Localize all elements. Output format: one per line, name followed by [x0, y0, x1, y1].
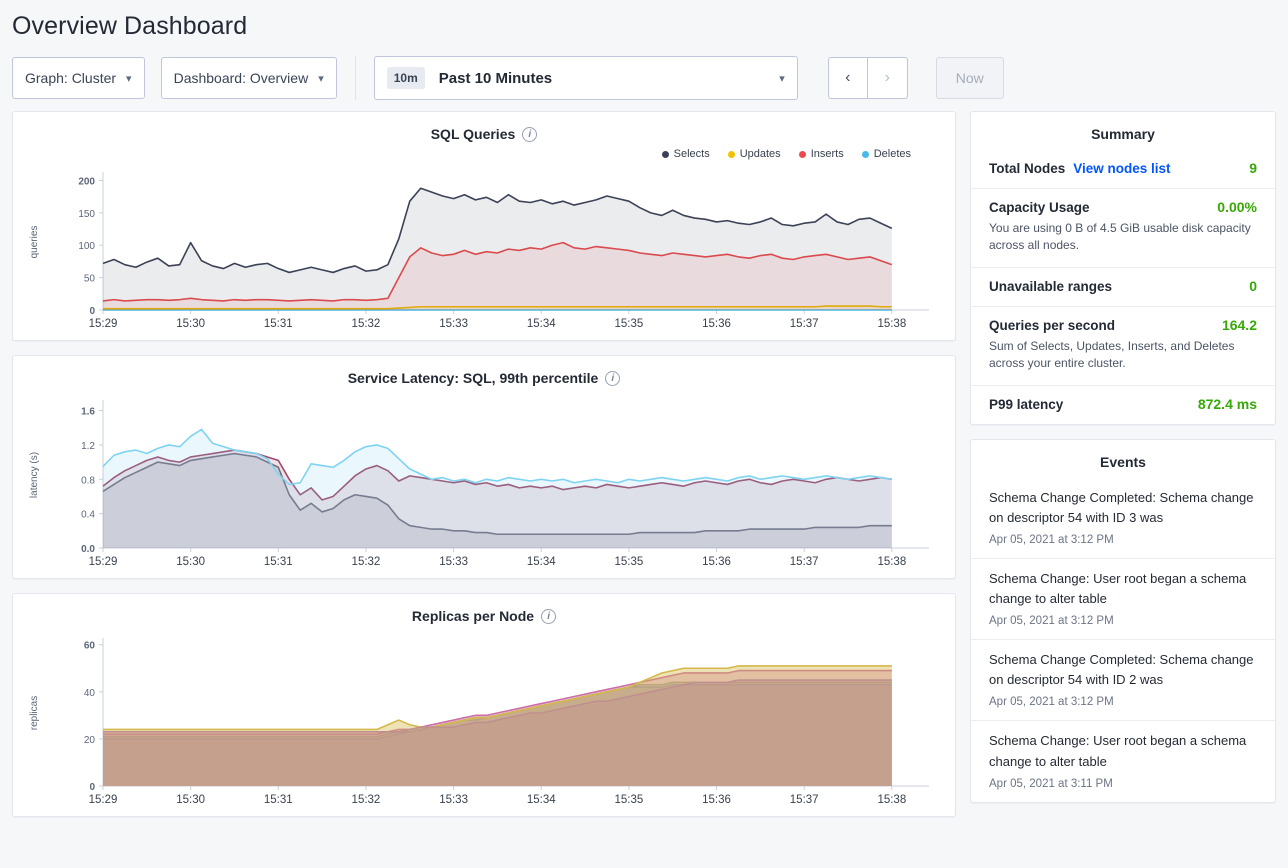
summary-label: Queries per second	[989, 317, 1116, 333]
service-latency-plot	[21, 388, 949, 574]
summary-value: 9	[1249, 160, 1257, 176]
graph-selector-label: Graph: Cluster	[25, 70, 117, 86]
svg-text:15:30: 15:30	[176, 556, 206, 568]
legend-item[interactable]	[662, 148, 710, 160]
svg-text:0.8: 0.8	[81, 475, 95, 487]
chart-title-text: SQL Queries	[430, 126, 516, 142]
summary-value: 0.00%	[1217, 199, 1257, 215]
summary-label: Capacity Usage	[989, 200, 1090, 215]
list-item[interactable]	[971, 478, 1275, 559]
svg-text:replicas: replicas	[29, 695, 40, 731]
replicas-per-node-plot	[21, 626, 949, 812]
legend-item[interactable]	[728, 148, 781, 160]
svg-text:15:38: 15:38	[877, 318, 907, 330]
svg-text:15:35: 15:35	[614, 556, 644, 568]
summary-row-queries-per-second	[971, 307, 1275, 386]
time-prev-button[interactable]	[828, 57, 868, 99]
chart-plot-area[interactable]	[21, 388, 947, 574]
svg-text:15:32: 15:32	[351, 318, 381, 330]
view-nodes-list-link[interactable]: View nodes list	[1073, 161, 1171, 176]
legend-label: Updates	[739, 148, 781, 160]
svg-text:15:29: 15:29	[88, 318, 118, 330]
summary-card	[970, 111, 1276, 425]
legend-swatch-icon	[728, 151, 735, 158]
chart-plot-area[interactable]	[21, 626, 947, 812]
summary-value: 872.4 ms	[1197, 395, 1257, 412]
svg-text:40: 40	[83, 687, 95, 699]
dashboard-selector[interactable]	[161, 57, 337, 99]
time-range-badge: 10m	[387, 67, 425, 89]
summary-row-total-nodes	[971, 150, 1275, 189]
svg-text:15:29: 15:29	[88, 794, 118, 806]
svg-text:15:33: 15:33	[439, 318, 468, 330]
list-item[interactable]	[971, 640, 1275, 721]
svg-text:0: 0	[89, 782, 95, 793]
summary-label: P99 latency	[989, 396, 1064, 412]
toolbar-divider	[355, 56, 356, 100]
svg-text:queries: queries	[29, 225, 40, 259]
now-button-label: Now	[955, 70, 984, 86]
svg-text:200: 200	[78, 176, 95, 188]
chevron-right-icon: ›	[884, 69, 890, 86]
svg-text:15:32: 15:32	[351, 556, 381, 568]
legend-swatch-icon	[862, 151, 869, 158]
svg-text:15:31: 15:31	[263, 556, 293, 568]
time-range-label: Past 10 Minutes	[438, 69, 553, 87]
svg-text:15:32: 15:32	[351, 794, 381, 806]
toolbar	[0, 41, 1288, 103]
time-range-picker[interactable]	[374, 56, 798, 100]
event-timestamp: Apr 05, 2021 at 3:12 PM	[989, 696, 1114, 709]
svg-text:0.0: 0.0	[81, 544, 95, 555]
chart-title	[21, 604, 947, 626]
summary-label: Unavailable ranges	[989, 278, 1113, 294]
svg-text:15:35: 15:35	[614, 794, 644, 806]
svg-text:15:33: 15:33	[439, 556, 468, 568]
summary-value: 0	[1249, 277, 1257, 294]
legend-item[interactable]	[862, 148, 911, 160]
svg-text:60: 60	[83, 640, 95, 652]
info-icon[interactable]: i	[605, 371, 620, 386]
svg-text:15:33: 15:33	[439, 794, 468, 806]
chart-legend	[21, 144, 947, 160]
time-next-button[interactable]	[868, 57, 908, 99]
legend-swatch-icon	[662, 151, 669, 158]
time-nav-group	[828, 57, 908, 99]
event-timestamp: Apr 05, 2021 at 3:12 PM	[989, 615, 1114, 628]
now-button[interactable]	[936, 57, 1004, 99]
svg-text:50: 50	[83, 273, 95, 285]
list-item[interactable]	[971, 721, 1275, 801]
legend-label: Selects	[673, 148, 710, 160]
chart-card-replicas-per-node	[12, 593, 956, 817]
svg-text:0: 0	[89, 306, 95, 317]
svg-text:latency (s): latency (s)	[29, 451, 40, 499]
chevron-down-icon: ▾	[779, 72, 785, 85]
svg-text:150: 150	[78, 208, 95, 220]
chevron-left-icon: ‹	[845, 69, 851, 86]
summary-row-p99-latency	[971, 386, 1275, 424]
chart-title	[21, 366, 947, 388]
svg-text:15:37: 15:37	[789, 556, 819, 568]
event-timestamp: Apr 05, 2021 at 3:11 PM	[989, 777, 1113, 790]
svg-text:100: 100	[78, 241, 95, 253]
svg-text:15:34: 15:34	[526, 318, 556, 330]
svg-text:15:29: 15:29	[88, 556, 118, 568]
event-text: Schema Change Completed: Schema change on descriptor 54 with ID 2 was	[989, 652, 1254, 688]
summary-row-capacity-usage	[971, 189, 1275, 268]
svg-text:20: 20	[83, 734, 95, 746]
svg-text:15:34: 15:34	[526, 556, 556, 568]
svg-text:15:35: 15:35	[614, 318, 644, 330]
chart-plot-area[interactable]	[21, 160, 947, 336]
summary-title: Summary	[1091, 126, 1155, 142]
info-icon[interactable]: i	[541, 609, 556, 624]
svg-text:15:31: 15:31	[263, 318, 293, 330]
svg-text:15:36: 15:36	[702, 794, 731, 806]
svg-text:15:37: 15:37	[789, 318, 819, 330]
chevron-down-icon: ▾	[126, 72, 132, 85]
legend-label: Deletes	[873, 148, 911, 160]
legend-label: Inserts	[810, 148, 844, 160]
event-text: Schema Change: User root began a schema change to alter table	[989, 733, 1247, 769]
list-item[interactable]	[971, 559, 1275, 640]
summary-description: Sum of Selects, Updates, Inserts, and Deletes across your entire cluster.	[989, 338, 1235, 371]
chart-title-text: Service Latency: SQL, 99th percentile	[347, 370, 599, 386]
chart-title-text: Replicas per Node	[411, 608, 535, 624]
svg-text:15:30: 15:30	[176, 318, 206, 330]
svg-text:15:30: 15:30	[176, 794, 206, 806]
graph-selector[interactable]	[12, 57, 145, 99]
svg-text:15:31: 15:31	[263, 794, 293, 806]
event-timestamp: Apr 05, 2021 at 3:12 PM	[989, 533, 1114, 546]
event-text: Schema Change Completed: Schema change on descriptor 54 with ID 3 was	[989, 489, 1254, 525]
chart-card-sql-queries	[12, 111, 956, 341]
dashboard-body	[0, 103, 1288, 831]
chevron-down-icon: ▾	[318, 72, 324, 85]
sidebar-column	[970, 111, 1276, 831]
page-title: Overview Dashboard	[12, 12, 248, 40]
summary-description: You are using 0 B of 4.5 GiB usable disk capacity across all nodes.	[989, 221, 1251, 253]
svg-text:1.6: 1.6	[81, 406, 95, 418]
summary-label: Total Nodes	[989, 161, 1066, 176]
svg-text:0.4: 0.4	[81, 509, 95, 521]
events-title: Events	[1100, 453, 1146, 470]
legend-swatch-icon	[799, 151, 806, 158]
summary-value: 164.2	[1221, 316, 1257, 333]
event-text: Schema Change: User root began a schema change to alter table	[989, 570, 1247, 606]
svg-text:15:38: 15:38	[877, 556, 907, 568]
svg-text:15:34: 15:34	[526, 794, 556, 806]
dashboard-selector-label: Dashboard: Overview	[173, 70, 309, 86]
summary-row-unavailable-ranges	[971, 268, 1275, 307]
sql-queries-plot	[21, 160, 949, 336]
svg-text:1.2: 1.2	[81, 440, 95, 452]
svg-text:15:36: 15:36	[702, 556, 731, 568]
events-card	[970, 439, 1276, 803]
chart-card-service-latency	[12, 355, 956, 579]
charts-column	[12, 111, 956, 831]
chart-title	[21, 122, 947, 144]
info-icon[interactable]: i	[522, 127, 537, 142]
svg-text:15:38: 15:38	[877, 794, 907, 806]
svg-text:15:36: 15:36	[702, 318, 731, 330]
svg-text:15:37: 15:37	[789, 794, 819, 806]
legend-item[interactable]	[799, 148, 844, 160]
